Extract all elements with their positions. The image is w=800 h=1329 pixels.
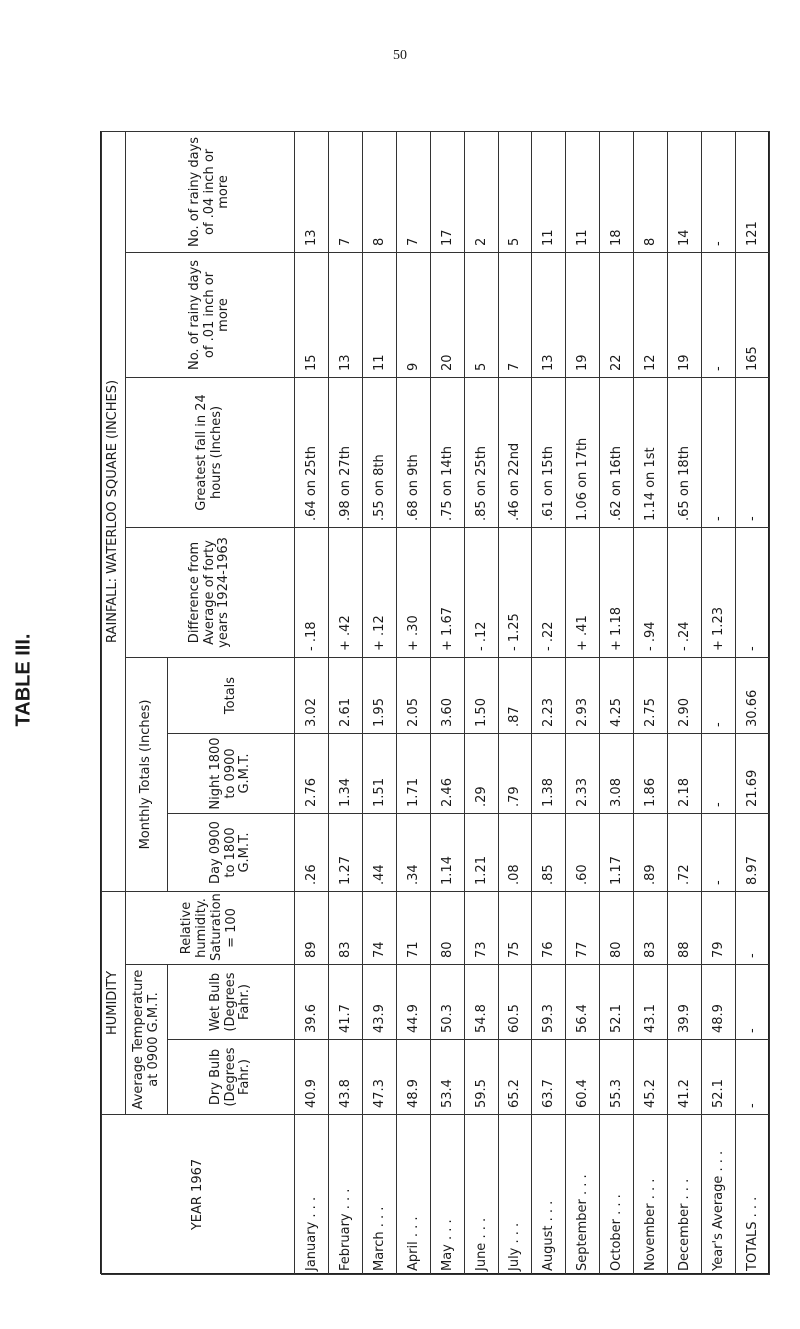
rainy-days-04-cell: 18 [600,131,634,252]
dry-bulb-cell: 48.9 [396,1040,430,1115]
table-row [295,131,329,1274]
rainy-days-04-cell: 121 [735,131,769,252]
rel-humidity-cell: 75 [498,891,532,964]
month-label: October . . . [600,1115,634,1275]
dry-bulb-cell: 63.7 [532,1040,566,1115]
difference-header: Difference from Average of forty years 1924-1963 [126,527,295,657]
table-row [735,131,769,1274]
greatest-fall-cell: 1.14 on 1st [634,377,668,527]
rainy-days-01-cell: 15 [295,252,329,377]
day-total-cell: 1.17 [600,813,634,891]
night-total-cell: 3.08 [600,733,634,813]
day-total-cell: .85 [532,813,566,891]
rel-humidity-cell: 83 [328,891,362,964]
wet-bulb-cell: 43.1 [634,965,668,1040]
night-total-cell: 1.51 [362,733,396,813]
table-row [668,131,702,1274]
wet-bulb-cell: 59.3 [532,965,566,1040]
rainy-days-04-cell: 5 [498,131,532,252]
rainy-days-04-header: No. of rainy days of .04 inch or more [126,131,295,252]
rainy-days-01-cell: 19 [566,252,600,377]
rainy-days-04-cell: 17 [430,131,464,252]
greatest-fall-cell: .61 on 15th [532,377,566,527]
rel-humidity-cell: 76 [532,891,566,964]
day-header: Day 0900 to 1800 G.M.T. [168,813,295,891]
dry-bulb-cell: 52.1 [702,1040,736,1115]
rel-humidity-cell: 83 [634,891,668,964]
greatest-fall-cell: .85 on 25th [464,377,498,527]
rainy-days-04-cell: 13 [295,131,329,252]
difference-cell: + 1.67 [430,527,464,657]
month-label: December . . . [668,1115,702,1275]
day-total-cell: 1.21 [464,813,498,891]
dry-bulb-cell: 65.2 [498,1040,532,1115]
day-total-cell: .89 [634,813,668,891]
difference-cell: + .30 [396,527,430,657]
wet-bulb-cell: 56.4 [566,965,600,1040]
rainy-days-01-cell: 13 [328,252,362,377]
monthly-total-cell: 2.93 [566,657,600,733]
month-label: June . . . [464,1115,498,1275]
greatest-fall-cell: - [735,377,769,527]
rainy-days-04-cell: 8 [634,131,668,252]
wet-bulb-cell: 48.9 [702,965,736,1040]
rel-humidity-cell: 71 [396,891,430,964]
rainy-days-01-cell: 9 [396,252,430,377]
rainy-days-04-cell: 14 [668,131,702,252]
difference-cell: - .24 [668,527,702,657]
rainy-days-01-cell: 19 [668,252,702,377]
month-label: May . . . [430,1115,464,1275]
wet-bulb-cell: 41.7 [328,965,362,1040]
monthly-total-cell: 2.23 [532,657,566,733]
monthly-total-cell: .87 [498,657,532,733]
rainy-days-04-cell: 11 [566,131,600,252]
monthly-total-cell: 4.25 [600,657,634,733]
dry-bulb-cell: 43.8 [328,1040,362,1115]
day-total-cell: - [702,813,736,891]
day-total-cell: .08 [498,813,532,891]
day-total-cell: .72 [668,813,702,891]
rainy-days-04-cell: 2 [464,131,498,252]
rainy-days-01-cell: 165 [735,252,769,377]
day-total-cell: 1.27 [328,813,362,891]
night-total-cell: 2.33 [566,733,600,813]
rainy-days-01-cell: 22 [600,252,634,377]
greatest-fall-cell: .65 on 18th [668,377,702,527]
month-label: Year's Average . . . [702,1115,736,1275]
dry-bulb-cell: 59.5 [464,1040,498,1115]
month-label: July . . . [498,1115,532,1275]
difference-cell: - 1.25 [498,527,532,657]
rainy-days-01-cell: 12 [634,252,668,377]
night-total-cell: 2.76 [295,733,329,813]
rainy-days-01-cell: 7 [498,252,532,377]
rel-humidity-cell: 89 [295,891,329,964]
rel-humidity-cell: 80 [430,891,464,964]
rel-humidity-cell: 77 [566,891,600,964]
dry-bulb-cell: 55.3 [600,1040,634,1115]
dry-bulb-header: Dry Bulb (Degrees Fahr.) [168,1040,295,1115]
rainy-days-01-cell: 20 [430,252,464,377]
monthly-total-cell: 2.75 [634,657,668,733]
monthly-total-cell: 1.50 [464,657,498,733]
monthly-total-cell: 3.02 [295,657,329,733]
day-total-cell: 8.97 [735,813,769,891]
rotated-table [101,132,770,1275]
day-total-cell: .34 [396,813,430,891]
table-row [396,131,430,1274]
rainy-days-01-cell: 11 [362,252,396,377]
rainy-days-04-cell: 7 [396,131,430,252]
weather-table [101,131,770,1275]
dry-bulb-cell: 40.9 [295,1040,329,1115]
night-total-cell: 2.46 [430,733,464,813]
wet-bulb-cell: 54.8 [464,965,498,1040]
difference-cell: - [735,527,769,657]
rainy-days-04-cell: 11 [532,131,566,252]
wet-bulb-cell: 50.3 [430,965,464,1040]
rainy-days-04-cell: 7 [328,131,362,252]
table-row [362,131,396,1274]
month-label: April . . . [396,1115,430,1275]
monthly-total-cell: 2.05 [396,657,430,733]
table-row [430,131,464,1274]
rel-humidity-cell: 80 [600,891,634,964]
month-label: November . . . [634,1115,668,1275]
monthly-total-cell: - [702,657,736,733]
wet-bulb-cell: 60.5 [498,965,532,1040]
monthly-total-cell: 2.90 [668,657,702,733]
night-total-cell: 1.86 [634,733,668,813]
rainy-days-01-cell: 5 [464,252,498,377]
table-title: TABLE III. [12,633,35,727]
dry-bulb-cell: 47.3 [362,1040,396,1115]
night-total-cell: .29 [464,733,498,813]
wet-bulb-cell: 39.9 [668,965,702,1040]
page-number: 50 [393,48,407,63]
greatest-fall-cell: .55 on 8th [362,377,396,527]
wet-bulb-cell: 52.1 [600,965,634,1040]
table-row [464,131,498,1274]
monthly-total-cell: 30.66 [735,657,769,733]
dry-bulb-cell: 60.4 [566,1040,600,1115]
difference-cell: - .18 [295,527,329,657]
dry-bulb-cell: 53.4 [430,1040,464,1115]
night-total-cell: 1.71 [396,733,430,813]
greatest-fall-cell: .98 on 27th [328,377,362,527]
table-body [295,131,770,1274]
table-row [566,131,600,1274]
totals-header: Totals [168,657,295,733]
rel-humidity-header: Relative humidity. Saturation = 100 [126,891,295,964]
greatest-fall-cell: .68 on 9th [396,377,430,527]
rainy-days-04-cell: 8 [362,131,396,252]
greatest-fall-cell: .62 on 16th [600,377,634,527]
year-header: YEAR 1967 [102,1115,295,1275]
humidity-group-header: HUMIDITY [102,891,126,1114]
rotated-table-frame [100,131,769,1274]
night-total-cell: 1.34 [328,733,362,813]
table-row [328,131,362,1274]
table-row [498,131,532,1274]
night-total-cell: 1.38 [532,733,566,813]
difference-cell: - .12 [464,527,498,657]
wet-bulb-cell: 39.6 [295,965,329,1040]
month-label: March . . . [362,1115,396,1275]
rainfall-group-header: RAINFALL: WATERLOO SQUARE (INCHES) [102,131,126,891]
rel-humidity-cell: 88 [668,891,702,964]
month-label: February . . . [328,1115,362,1275]
greatest-fall-cell: .46 on 22nd [498,377,532,527]
rel-humidity-cell: 73 [464,891,498,964]
wet-bulb-header: Wet Bulb (Degrees Fahr.) [168,965,295,1040]
rainy-days-01-cell: 13 [532,252,566,377]
dry-bulb-cell: - [735,1040,769,1115]
day-total-cell: .44 [362,813,396,891]
night-total-cell: 21.69 [735,733,769,813]
rainy-days-04-cell: - [702,131,736,252]
dry-bulb-cell: 41.2 [668,1040,702,1115]
day-total-cell: 1.14 [430,813,464,891]
monthly-total-cell: 1.95 [362,657,396,733]
difference-cell: + .12 [362,527,396,657]
table-row [600,131,634,1274]
table-row [634,131,668,1274]
rainy-days-01-cell: - [702,252,736,377]
day-total-cell: .60 [566,813,600,891]
difference-cell: + .42 [328,527,362,657]
difference-cell: + .41 [566,527,600,657]
rainy-days-01-header: No. of rainy days of .01 inch or more [126,252,295,377]
difference-cell: + 1.23 [702,527,736,657]
greatest-fall-cell: - [702,377,736,527]
greatest-fall-cell: .64 on 25th [295,377,329,527]
month-label: September . . . [566,1115,600,1275]
rel-humidity-cell: 74 [362,891,396,964]
rel-humidity-cell: 79 [702,891,736,964]
avg-temp-group-header: Average Temperature at 0900 G.M.T. [126,965,168,1115]
night-total-cell: 2.18 [668,733,702,813]
difference-cell: - .94 [634,527,668,657]
table-row [702,131,736,1274]
monthly-totals-group-header: Monthly Totals (Inches) [126,657,168,891]
night-total-cell: - [702,733,736,813]
night-total-cell: .79 [498,733,532,813]
difference-cell: - .22 [532,527,566,657]
greatest-fall-header: Greatest fall in 24 hours (Inches) [126,377,295,527]
day-total-cell: .26 [295,813,329,891]
rel-humidity-cell: - [735,891,769,964]
greatest-fall-cell: 1.06 on 17th [566,377,600,527]
difference-cell: + 1.18 [600,527,634,657]
wet-bulb-cell: - [735,965,769,1040]
month-label: August . . . [532,1115,566,1275]
dry-bulb-cell: 45.2 [634,1040,668,1115]
wet-bulb-cell: 43.9 [362,965,396,1040]
greatest-fall-cell: .75 on 14th [430,377,464,527]
monthly-total-cell: 3.60 [430,657,464,733]
wet-bulb-cell: 44.9 [396,965,430,1040]
table-row [532,131,566,1274]
month-label: TOTALS . . . [735,1115,769,1275]
month-label: January . . . [295,1115,329,1275]
night-header: Night 1800 to 0900 G.M.T. [168,733,295,813]
monthly-total-cell: 2.61 [328,657,362,733]
